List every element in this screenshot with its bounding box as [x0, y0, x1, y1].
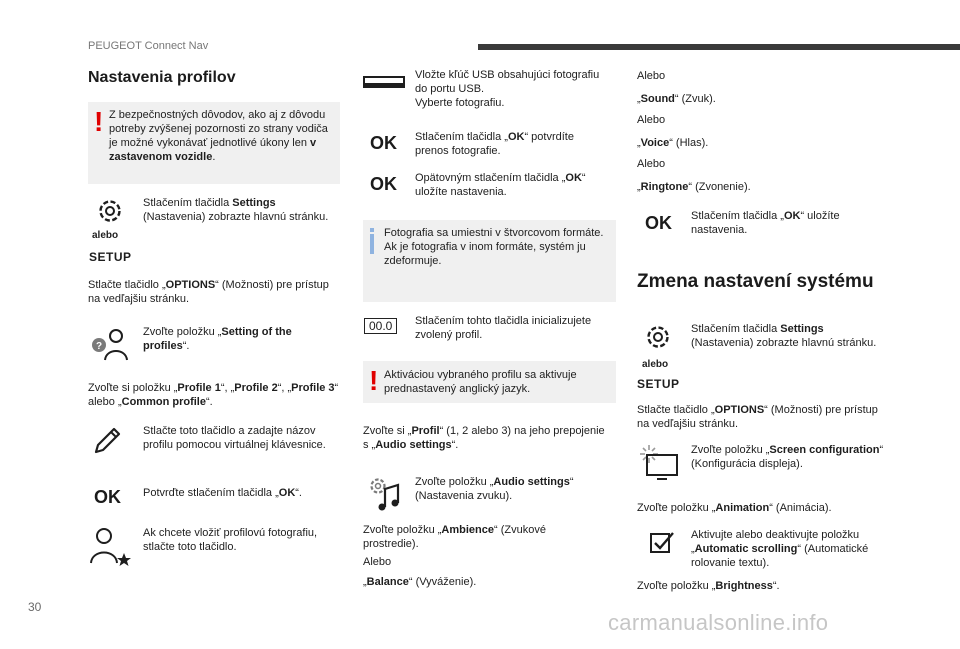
reset-step-text: Stlačením tohto tlačidla inicializujete zvolený profil. — [415, 315, 592, 341]
warning-box-2 — [363, 361, 616, 403]
animation-text: Zvoľte položku „Animation“ (Animácia). — [637, 502, 832, 514]
setup-button-label-2: SETUP — [637, 377, 680, 391]
info-icon-dot — [370, 228, 374, 232]
alebo-text-3: Alebo — [637, 158, 666, 170]
usb-key-line — [363, 83, 405, 86]
ok-step-text: Potvrďte stlačením tlačidla „OK“. — [143, 487, 302, 499]
alebo-label: alebo — [92, 230, 119, 241]
settings-gear-icon-2 — [641, 320, 675, 354]
warning2-text: Aktiváciou vybraného profilu sa aktivuje prednastavený anglický jazyk. — [384, 369, 577, 395]
pencil-step-text: Stlačte toto tlačidlo a zadajte názov profilu pomocou virtuálnej klávesnice. — [143, 425, 326, 451]
balance-text: „Balance“ (Vyváženie). — [363, 576, 477, 588]
options-text: Stlačte tlačidlo „OPTIONS“ (Možnosti) pre prístup na vedľajšiu stránku. — [88, 279, 329, 305]
setup-button-label: SETUP — [89, 250, 132, 264]
profile-question-icon — [88, 324, 130, 364]
section-heading-system: Zmena nastavení systému — [637, 271, 874, 292]
document-header-title: PEUGEOT Connect Nav — [88, 40, 209, 52]
alebo-text: Alebo — [363, 556, 392, 568]
usb-step-text: Vložte kľúč USB obsahujúci fotografiu do portu USB. Vyberte fotografiu. — [415, 69, 600, 109]
profile-choice-text: Zvoľte si položku „Profile 1“, „Profile 2“, „Profile 3“ alebo „Common profile“. — [88, 382, 339, 408]
warning-text: Z bezpečnostných dôvodov, ako aj z dôvodu potreby zvýšenej pozornosti zo strany vodiča je možné vykonávať jednotlivé úkony len — [109, 109, 328, 149]
ok-save-step-text-2: Stlačením tlačidla „OK“ uložíte nastavenia. — [691, 210, 840, 236]
voice-text: „Voice“ (Hlas). — [637, 137, 709, 149]
svg-text:?: ? — [95, 341, 103, 352]
ok-button-label: OK — [94, 487, 121, 507]
watermark: carmanualsonline.info — [608, 610, 829, 635]
profil-link-text: Zvoľte si „Profil“ (1, 2 alebo 3) na jeho prepojenie s „Audio settings“. — [363, 425, 605, 451]
info-box — [363, 220, 616, 302]
pencil-icon — [92, 424, 122, 456]
alebo-text-1: Alebo — [637, 70, 666, 82]
setting-profiles-step-text: Zvoľte položku „Setting of the profiles“. — [143, 326, 292, 352]
auto-scroll-step-text: Aktivujte alebo deaktivujte položku „Automatic scrolling“ (Automatické rolovanie textu). — [691, 529, 869, 569]
screen-config-step-text: Zvoľte položku „Screen configuration“ (Konfigurácia displeja). — [691, 444, 884, 470]
settings-step-text-2: Stlačením tlačidla Settings (Nastavenia) zobrazte hlavnú stránku. — [691, 323, 877, 349]
section-heading-profiles: Nastavenia profilov — [88, 69, 236, 86]
warning-text-bold: v zastavenom vozidle — [109, 137, 317, 163]
settings-gear-icon — [93, 194, 127, 228]
ok-save-step-text: Opätovným stlačením tlačidla „OK“ uložíte nastavenia. — [415, 172, 586, 198]
ringtone-text: „Ringtone“ (Zvonenie). — [637, 181, 751, 193]
photo-step-text: Ak chcete vložiť profilovú fotografiu, stlačte toto tlačidlo. — [143, 527, 318, 553]
ok-button-label-2: OK — [370, 133, 397, 153]
warning-icon-2: ! — [369, 365, 379, 396]
ambience-text: Zvoľte položku „Ambience“ (Zvukové prostredie). — [363, 524, 546, 550]
screen-configuration-icon — [639, 443, 679, 481]
audio-settings-step-text: Zvoľte položku „Audio settings“ (Nastavenia zvuku). — [415, 476, 574, 502]
page-number: 30 — [28, 600, 42, 614]
ok-button-label-4: OK — [645, 213, 672, 233]
info-text: Fotografia sa umiestni v štvorcovom formáte. Ak je fotografia v inom formáte, systém ju zdeformuje. — [384, 227, 604, 267]
options-text-2: Stlačte tlačidlo „OPTIONS“ (Možnosti) pre prístup na vedľajšiu stránku. — [637, 404, 878, 430]
settings-step-text: Stlačením tlačidla Settings (Nastavenia) zobrazte hlavnú stránku. — [143, 197, 329, 223]
ok-button-label-3: OK — [370, 174, 397, 194]
info-icon — [370, 234, 374, 254]
profile-photo-star-icon — [88, 525, 132, 567]
ok-transfer-step-text: Stlačením tlačidla „OK“ potvrdíte prenos fotografie. — [415, 131, 574, 157]
alebo-label-2: alebo — [642, 359, 669, 370]
warning-icon: ! — [94, 106, 104, 137]
alebo-text-2: Alebo — [637, 114, 666, 126]
checkbox-checked-icon — [649, 530, 675, 554]
header-bar — [478, 44, 960, 50]
warning-box: ! Z bezpečnostných dôvodov, ako aj z dôvodu potreby zvýšenej pozornosti zo strany vodiča je možné vykonávať jednotlivé úkony len v zastavenom vozidle. — [88, 102, 340, 184]
brightness-text: Zvoľte položku „Brightness“. — [637, 580, 780, 592]
audio-settings-icon — [365, 475, 403, 513]
reset-display-icon: 00.0 — [364, 318, 397, 334]
sound-text: „Sound“ (Zvuk). — [637, 93, 716, 105]
usb-key-icon — [363, 76, 405, 88]
